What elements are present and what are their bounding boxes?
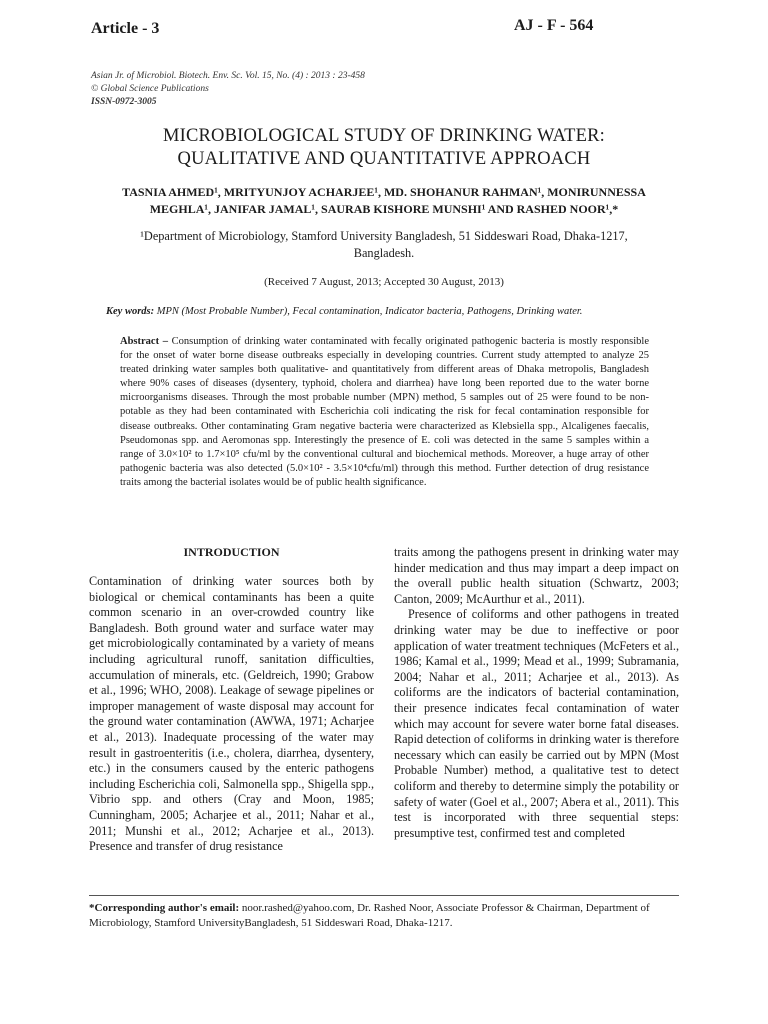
- author-list: [80, 184, 688, 218]
- title-line-2: QUALITATIVE AND QUANTITATIVE APPROACH: [177, 149, 591, 169]
- right-column: [394, 545, 679, 841]
- journal-citation: Asian Jr. of Microbiol. Biotech. Env. Sc. Vol. 15, No. (4) : 2013 : 23-458: [91, 71, 365, 81]
- received-dates: (Received 7 August, 2013; Accepted 30 August, 2013): [264, 276, 504, 288]
- title-line-1: MICROBIOLOGICAL STUDY OF DRINKING WATER:: [162, 126, 606, 146]
- footnote-text: noor.rashed@yahoo.com, Dr. Rashed Noor, Associate Professor & Chairman, Department of Microbiology, Stamford UniversityBangladesh, 51 Siddeswari Road, Dhaka-1217.: [89, 902, 650, 929]
- footnote-divider: [89, 895, 679, 896]
- article-label: Article - 3: [91, 20, 160, 37]
- intro-paragraph-1: Contamination of drinking water sources both by biological or chemical contaminants has been a quite common scenario in an over-crowded country like Bangladesh. Both ground water and surface water may get microbiologically contaminated by a variety of means including agricultural runoff, sanitation difficulties, accumulation of minerals, etc. (Geldreich, 1990; Grabow et al., 1996; WHO, 2008). Leakage of sewage pipelines or improper management of waste disposal may account for the ground water contamination (AWWA, 1971; Acharjee et al., 2013). Inadequate processing of the water may result in gastroenteritis (i.e., cholera, diarrhea, dysentery, etc.) in the consumers caused by the enteric pathogens including Escherichia coli, Salmonella spp., Shigella spp., Vibrio spp. and others (Cray and Moon, 1985; Cunningham, 2005; Acharjee et al., 2011; Nahar et al., 2011; Munshi et al., 2012; Acharjee et al., 2013). Presence and transfer of drug resistance: [89, 574, 374, 854]
- article-code: AJ - F - 564: [514, 17, 594, 34]
- affiliation-line-2: Bangladesh.: [353, 246, 415, 260]
- abstract: [120, 335, 649, 490]
- section-heading-introduction: INTRODUCTION: [183, 545, 280, 559]
- intro-paragraph-1-cont: traits among the pathogens present in drinking water may hinder medication and thus may impart a deep impact on the overall public health situation (Schwartz, 2003; Canton, 2009; McAurthur et al., 2011).: [394, 545, 679, 606]
- paper-title: [60, 125, 708, 171]
- keywords-text: MPN (Most Probable Number), Fecal contamination, Indicator bacteria, Pathogens, Drinking water.: [154, 306, 583, 317]
- footnote-label: *Corresponding author's email:: [89, 902, 240, 914]
- intro-paragraph-2: Presence of coliforms and other pathogens in treated drinking water may be due to ineffective or poor application of water treatment techniques (McFeters et al., 1986; Kamal et al., 1999; Mead et al., 1999; Subramania, 2004; Nahar et al., 2011; Acharjee et al., 2013). As coliforms are the indicators of bacterial contamination, their presence indicates fecal contamination of water which may account for severe water borne fatal diseases. Rapid detection of coliforms in drinking water is therefore necessary which can easily be carried out by MPN (Most Probable Number) method, a qualitative test to detect coliform and thereby to determine simply the potability or safety of water (Goel et al., 2007; Abera et al., 2011). This test is incorporated with three sequential steps: presumptive test, confirmed test and completed: [394, 607, 679, 840]
- journal-publisher: © Global Science Publications: [91, 84, 209, 94]
- abstract-text: Consumption of drinking water contaminated with fecally originated pathogenic bacteria is mostly responsible for the onset of water borne disease outbreaks especially in developing countries. Current study attempted to analyze 25 treated drinking water samples both qualitative- and quantitatively from different areas of Dhaka metropolis, Bangladesh where 90% cases of diseases (dysentery, typhoid, cholera and diarrhea) have long been reported due to the water borne microorganisms diseases. Through the most probable number (MPN) method, 5 samples out of 25 were found to be non-potable as they had been contaminated with Escherichia coli indicating the risk for fecal contamination responsible for disease outbreaks. Other contaminating Gram negative bacteria were characterized as Klebsiella spp., Alcaligenes faecalis, Pseudomonas spp. and Aeromonas spp. Interestingly the presence of E. coli was detected in the same 5 samples within a range of 3.0×10² to 1.7×10⁵ cfu/ml by the conventional cultural and biochemical methods. Moreover, a huge array of other pathogenic bacteria was also detected (5.0×10² - 3.5×10⁴cfu/ml) through this method. Further detection of drug resistance traits among the bacterial isolates would be of public health significance.: [120, 336, 649, 488]
- journal-info: [91, 70, 365, 109]
- abstract-label: Abstract –: [120, 336, 168, 347]
- affiliation: [80, 228, 688, 262]
- keywords-label: Key words:: [106, 306, 155, 317]
- left-column: [89, 574, 374, 855]
- authors-line-2: MEGHLA¹, JANIFAR JAMAL¹, SAURAB KISHORE MUNSHI¹ AND RASHED NOOR¹,*: [149, 202, 619, 216]
- authors-line-1: TASNIA AHMED¹, MRITYUNJOY ACHARJEE¹, MD. SHOHANUR RAHMAN¹, MONIRUNNESSA: [122, 185, 646, 199]
- journal-issn: ISSN-0972-3005: [91, 97, 157, 107]
- corresponding-author-footnote: [89, 901, 689, 930]
- keywords: [106, 306, 582, 317]
- affiliation-line-1: ¹Department of Microbiology, Stamford University Bangladesh, 51 Siddeswari Road, Dhaka-1217,: [140, 229, 628, 243]
